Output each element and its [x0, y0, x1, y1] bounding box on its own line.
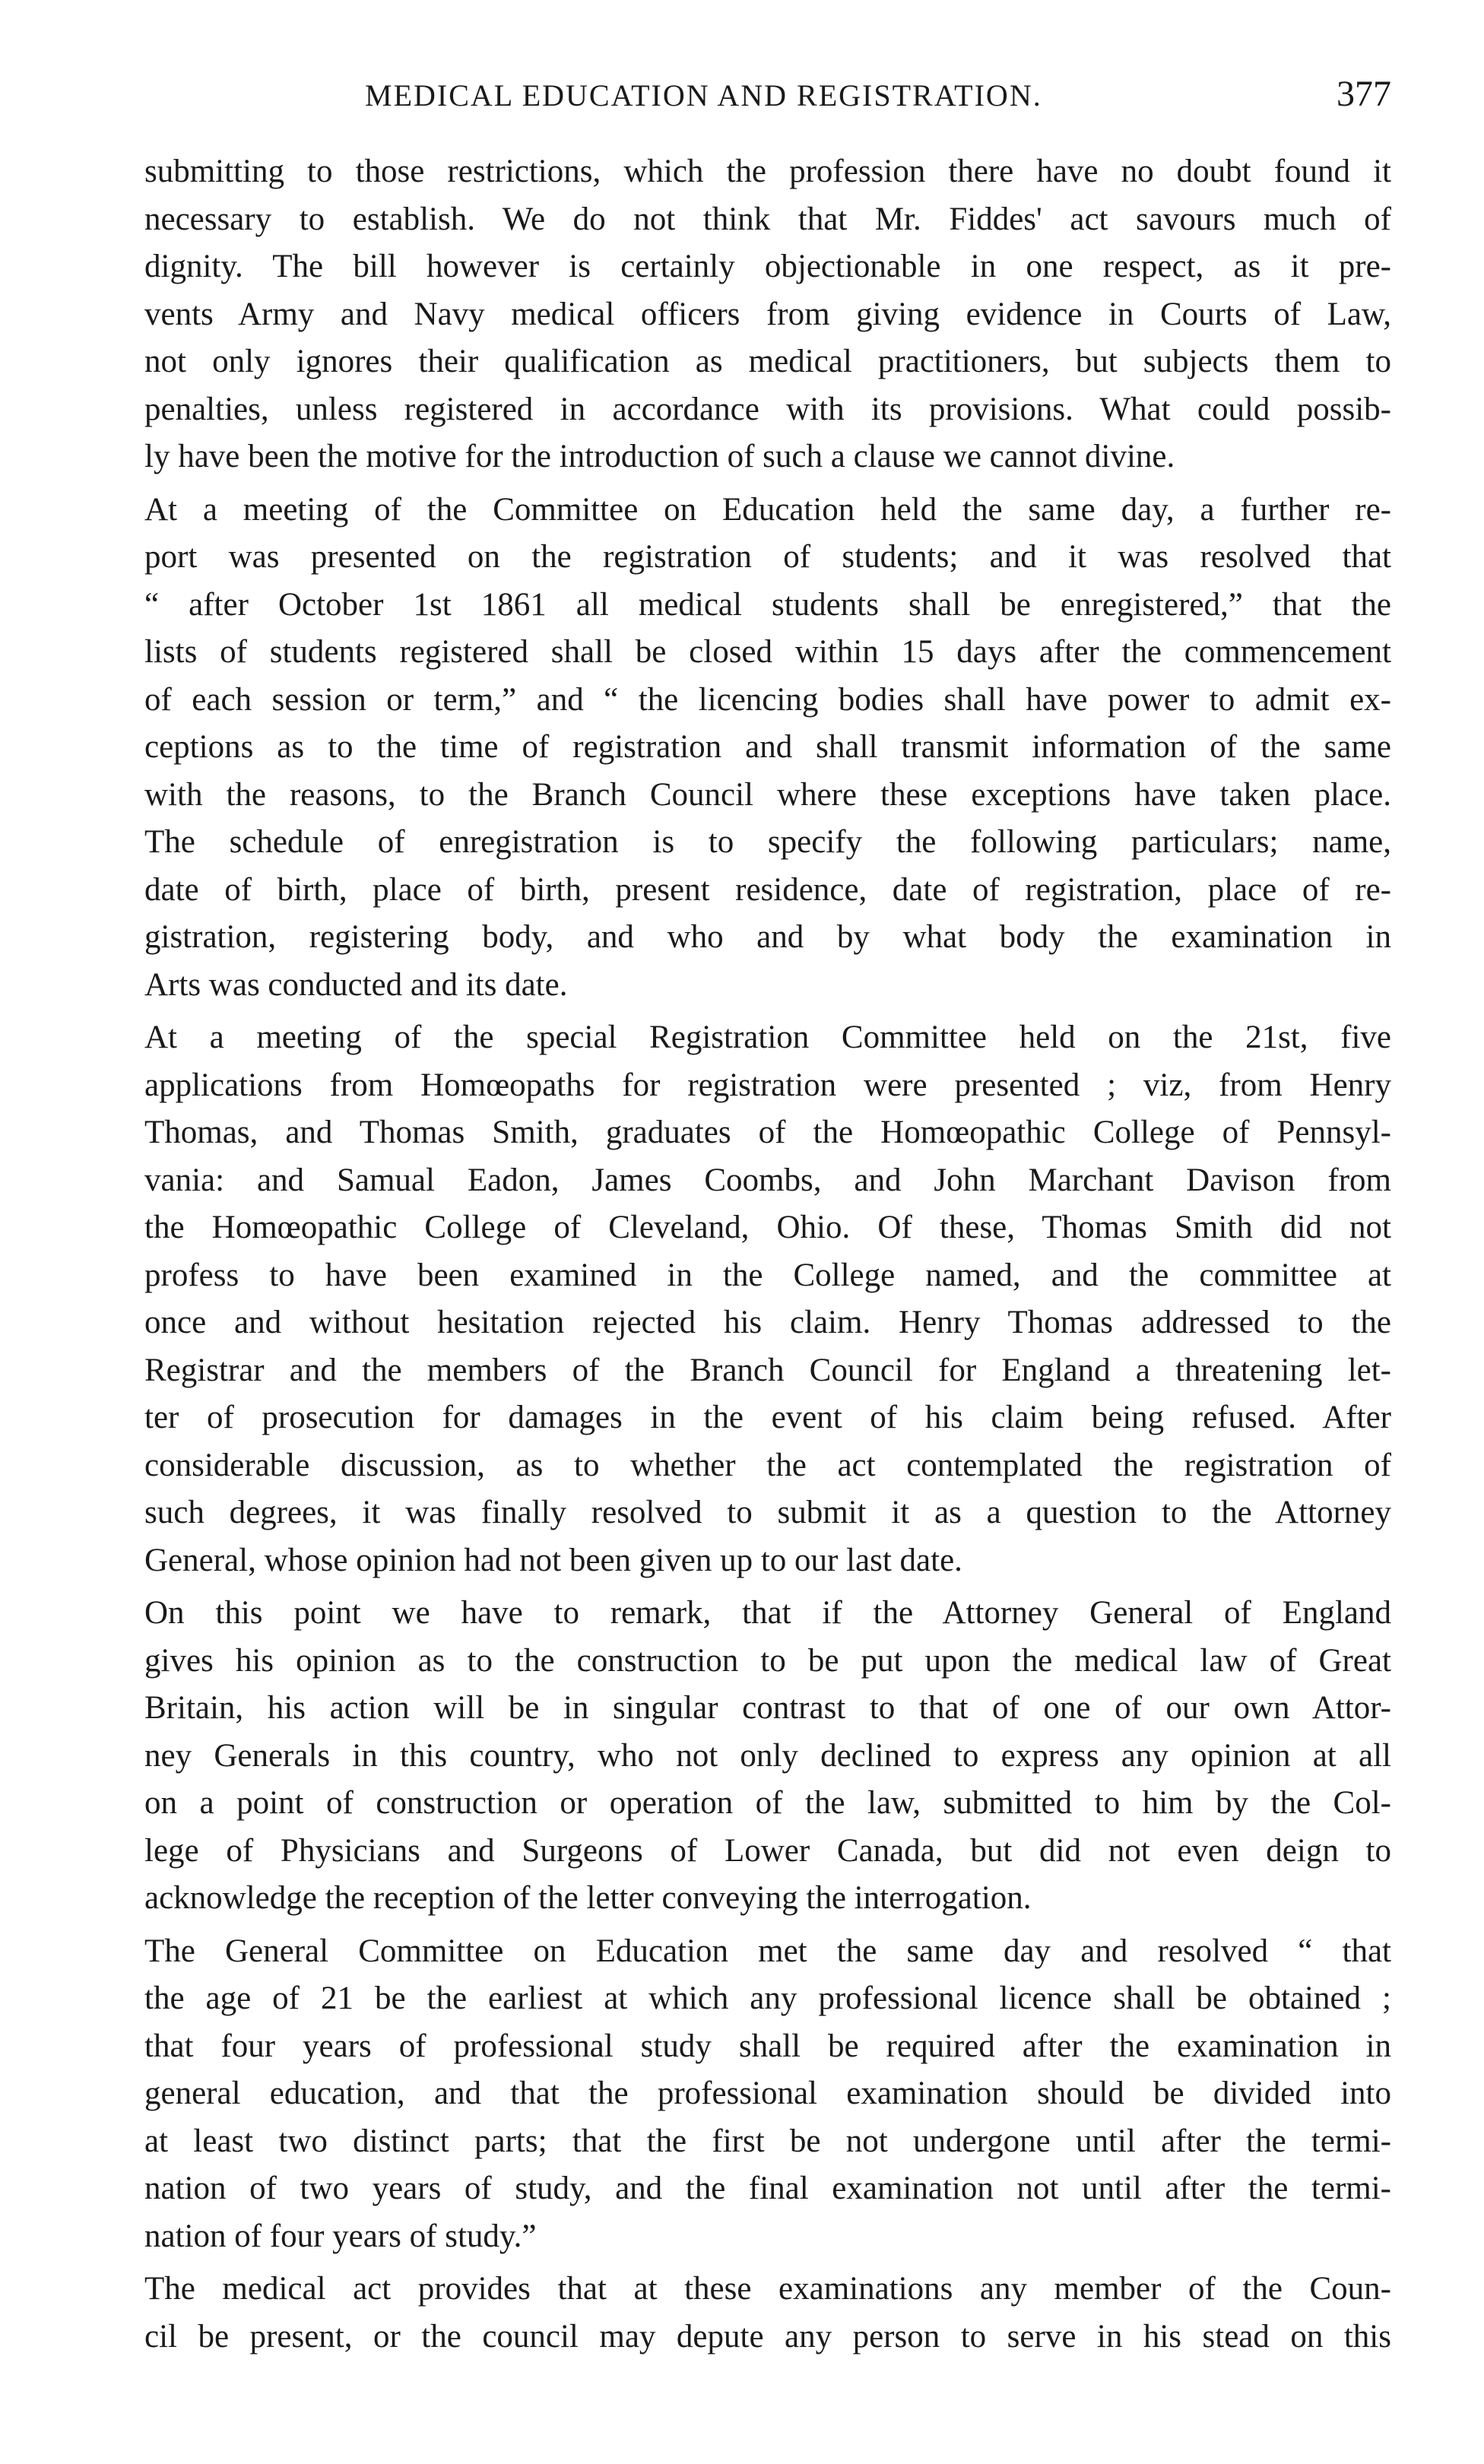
text-line: date of birth, place of birth, present residence, date of registration, place of re-: [144, 871, 1391, 908]
text-line: At a meeting of the Committee on Education held the same day, a further re-: [144, 491, 1391, 528]
paragraph-registration-committee: [144, 1014, 1391, 1584]
text-line: such degrees, it was finally resolved to submit it as a question to the Attorney: [144, 1495, 1391, 1530]
paragraph-medical-act: [144, 2266, 1391, 2361]
text-line: cil be present, or the council may depute any person to serve in his stead on this: [144, 2318, 1391, 2355]
text-line: “ after October 1st 1861 all medical students shall be enregistered,” that the: [144, 586, 1391, 623]
text-line: gives his opinion as to the construction to be put upon the medical law of Great: [144, 1642, 1391, 1679]
text-line: nation of four years of study.”: [144, 2218, 537, 2254]
paragraph-restrictions: [144, 148, 1391, 481]
text-line: vania: and Samual Eadon, James Coombs, and John Marchant Davison from: [144, 1162, 1391, 1198]
text-line: The General Committee on Education met the same day and resolved “ that: [144, 1933, 1391, 1969]
text-line: Registrar and the members of the Branch Council for England a threatening let-: [144, 1352, 1391, 1388]
text-line: not only ignores their qualification as medical practitioners, but subjects them to: [144, 344, 1391, 379]
text-line: ceptions as to the time of registration and shall transmit information of the same: [144, 729, 1391, 765]
text-line: submitting to those restrictions, which the profession there have no doubt found it: [144, 154, 1391, 189]
body-text: [144, 148, 1391, 2366]
text-line: lists of students registered shall be closed within 15 days after the commencement: [144, 634, 1391, 670]
text-line: the Homœopathic College of Cleveland, Ohio. Of these, Thomas Smith did not: [144, 1210, 1391, 1245]
running-title: MEDICAL EDUCATION AND REGISTRATION.: [365, 78, 1042, 113]
text-line: at least two distinct parts; that the first be not undergone until after the termi-: [144, 2123, 1391, 2159]
text-line: ter of prosecution for damages in the event of his claim being refused. After: [144, 1400, 1391, 1435]
text-line: that four years of professional study shall be required after the examination in: [144, 2028, 1391, 2064]
text-line: lege of Physicians and Surgeons of Lower Canada, but did not even deign to: [144, 1832, 1391, 1869]
text-line: of each session or term,” and “ the licencing bodies shall have power to admit ex-: [144, 681, 1391, 718]
text-line: considerable discussion, as to whether the act contemplated the registration of: [144, 1447, 1391, 1483]
text-line: Thomas, and Thomas Smith, graduates of the Homœopathic College of Pennsyl-: [144, 1115, 1391, 1150]
text-line: Britain, his action will be in singular contrast to that of one of our own Attor-: [144, 1690, 1391, 1726]
text-line: on a point of construction or operation of the law, submitted to him by the Col-: [144, 1785, 1391, 1821]
text-line: general education, and that the professional examination should be divided into: [144, 2076, 1391, 2111]
text-line: the age of 21 be the earliest at which any professional licence shall be obtained ;: [144, 1980, 1391, 2016]
text-line: applications from Homœopaths for registration were presented ; viz, from Henry: [144, 1067, 1391, 1103]
text-line: The schedule of enregistration is to specify the following particulars; name,: [144, 824, 1391, 860]
text-line: dignity. The bill however is certainly objectionable in one respect, as it pre-: [144, 249, 1391, 284]
text-line: At a meeting of the special Registration Committee held on the 21st, five: [144, 1020, 1391, 1055]
text-line: gistration, registering body, and who and by what body the examination in: [144, 919, 1391, 955]
text-line: ly have been the motive for the introduction of such a clause we cannot divine.: [144, 439, 1175, 474]
text-line: ney Generals in this country, who not only declined to express any opinion at all: [144, 1737, 1391, 1774]
text-line: once and without hesitation rejected his claim. Henry Thomas addressed to the: [144, 1305, 1391, 1340]
page-number: 377: [1337, 74, 1391, 114]
text-line: vents Army and Navy medical officers from giving evidence in Courts of Law,: [144, 296, 1391, 332]
running-head: [144, 73, 1391, 119]
paragraph-general-committee: [144, 1928, 1391, 2261]
text-line: nation of two years of study, and the final examination not until after the termi-: [144, 2171, 1391, 2206]
text-line: necessary to establish. We do not think that Mr. Fiddes' act savours much of: [144, 201, 1391, 237]
text-line: with the reasons, to the Branch Council where these exceptions have taken place.: [144, 776, 1391, 813]
paragraph-committee-education: [144, 487, 1391, 1010]
text-line: penalties, unless registered in accordance with its provisions. What could possib-: [144, 391, 1391, 427]
text-line: General, whose opinion had not been given up to our last date.: [144, 1542, 962, 1578]
text-line: The medical act provides that at these examinations any member of the Coun-: [144, 2271, 1391, 2307]
paragraph-attorney-general: [144, 1590, 1391, 1923]
text-line: acknowledge the reception of the letter conveying the interrogation.: [144, 1880, 1032, 1916]
text-line: profess to have been examined in the College named, and the committee at: [144, 1257, 1391, 1293]
text-line: On this point we have to remark, that if the Attorney General of England: [144, 1595, 1391, 1631]
text-line: Arts was conducted and its date.: [144, 966, 568, 1003]
text-line: port was presented on the registration of students; and it was resolved that: [144, 539, 1391, 575]
